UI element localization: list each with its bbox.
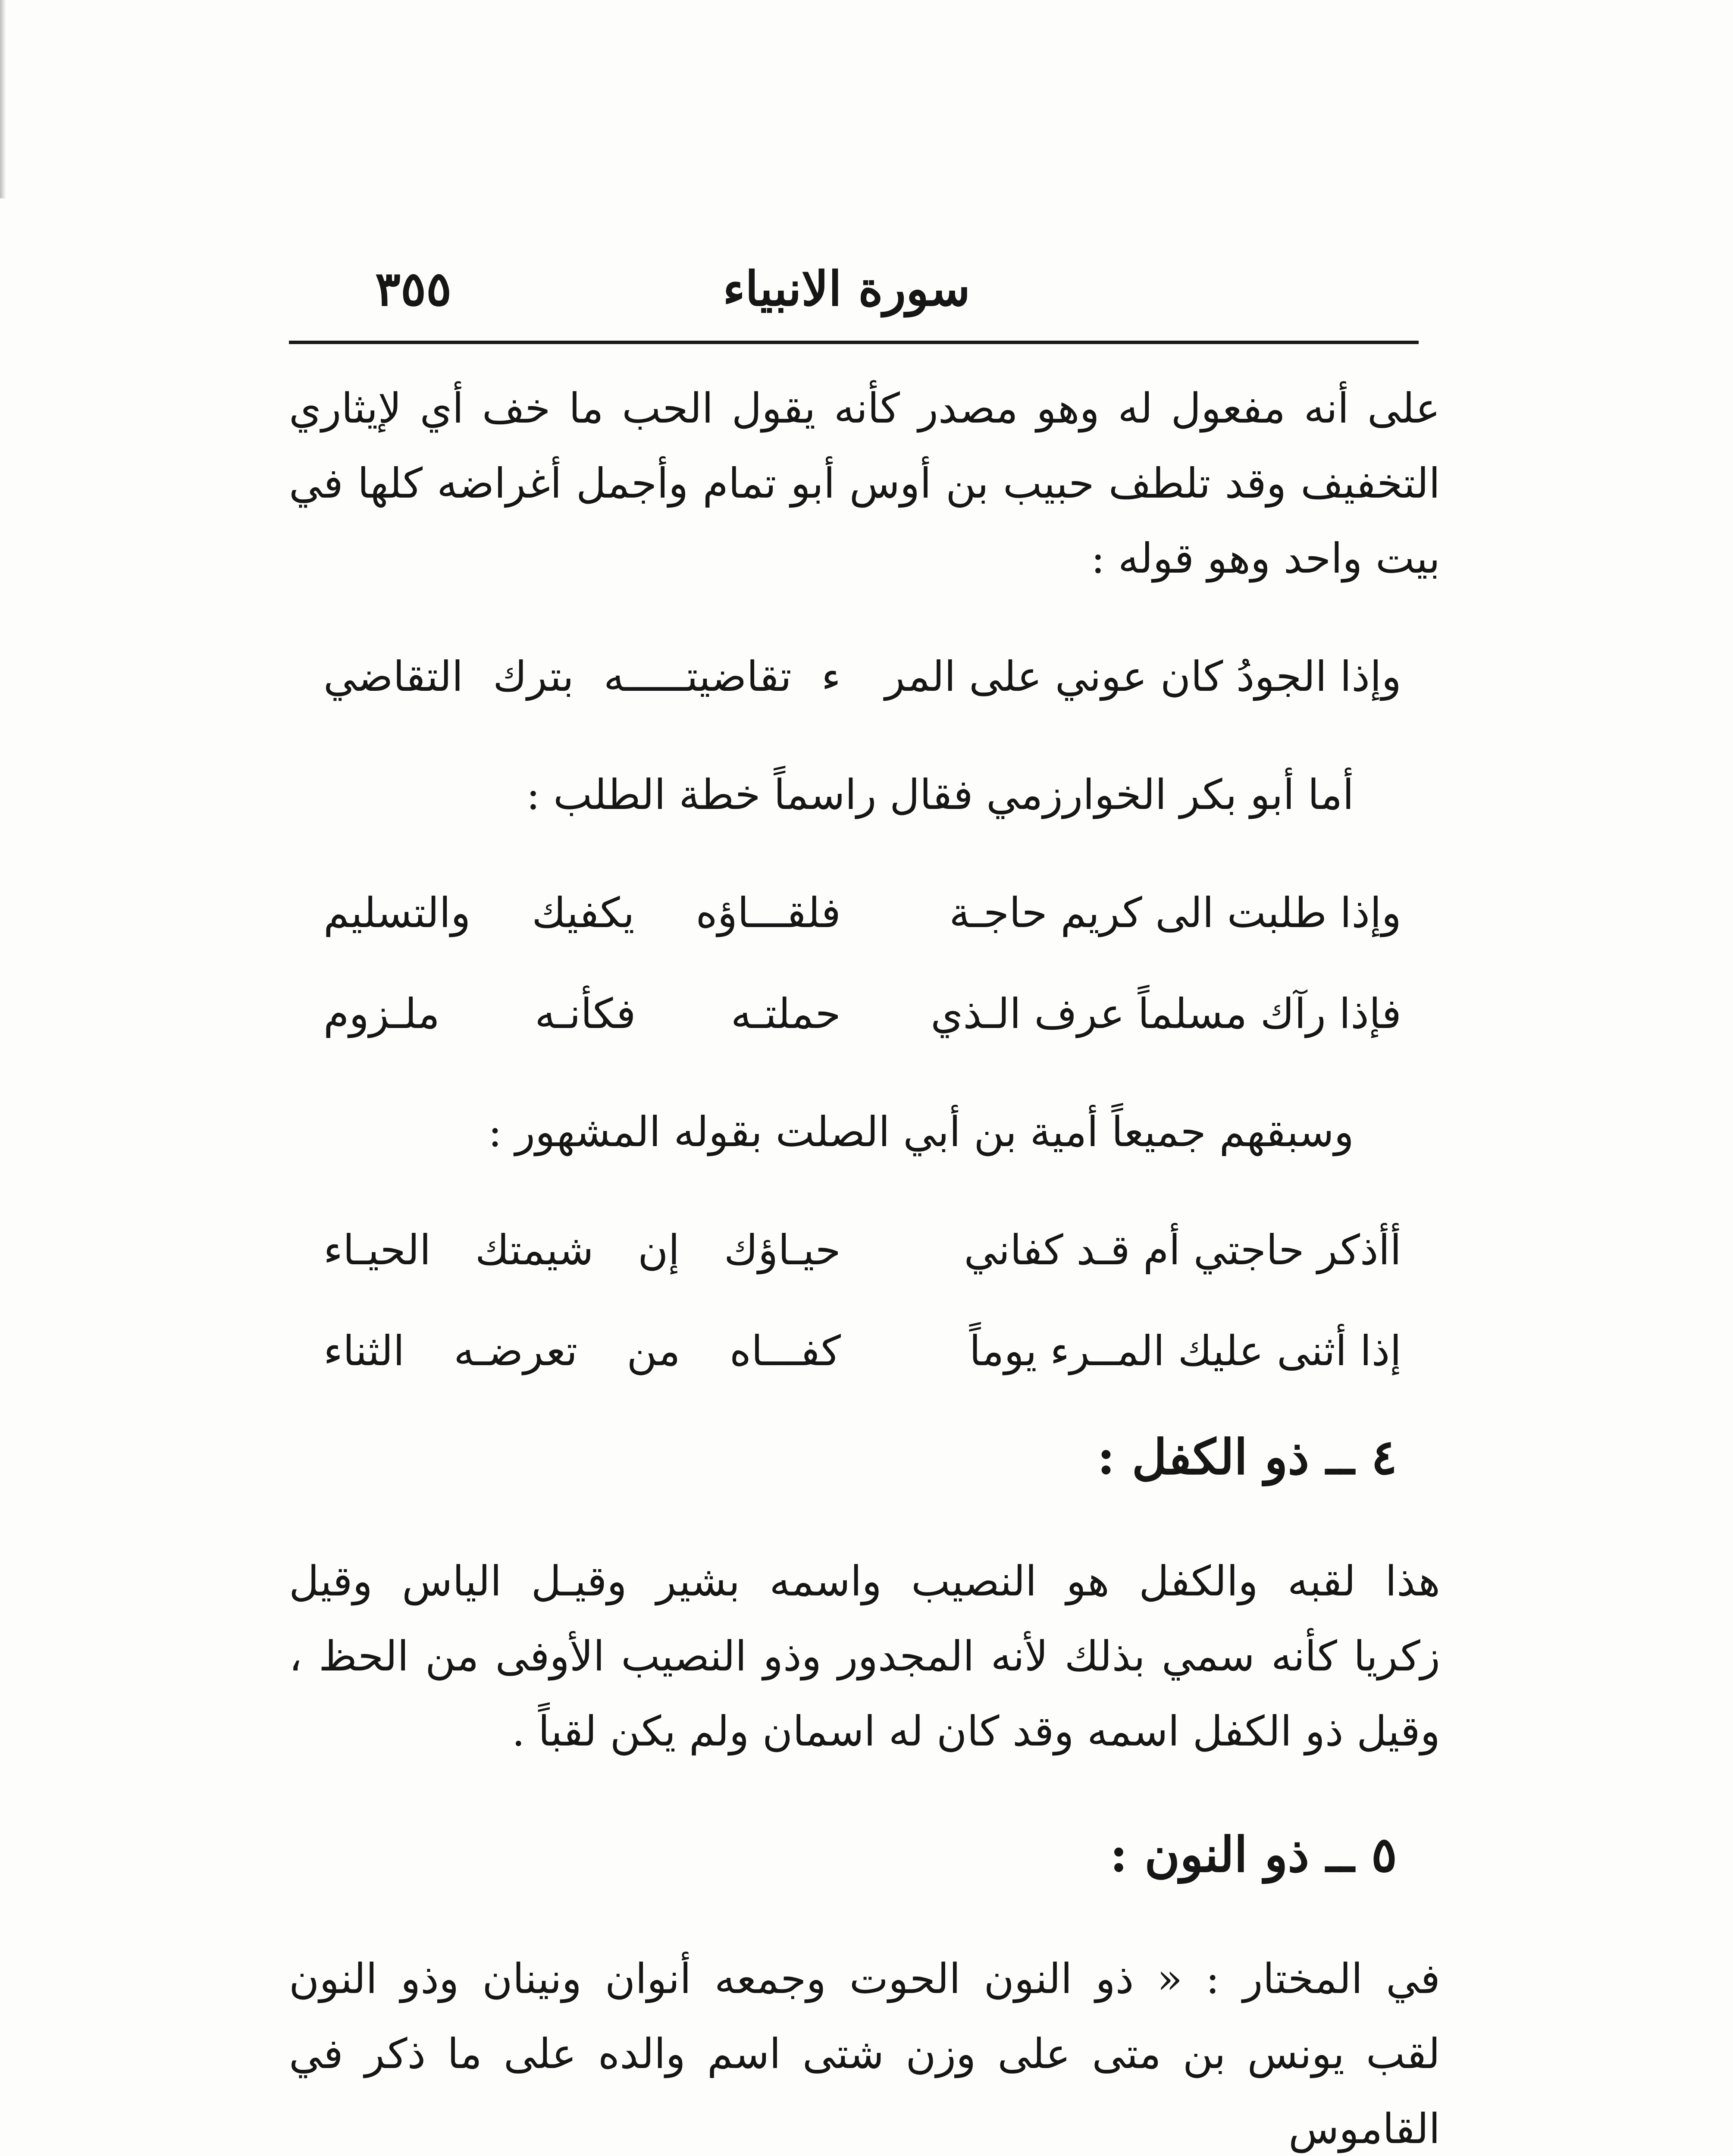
verse-second-hemistich: كفـــاه من تعرضـه الثناء bbox=[323, 1327, 841, 1375]
page-header bbox=[289, 259, 1419, 319]
page-content bbox=[289, 371, 1440, 2156]
verse-second-hemistich: فلقـــاؤه يكفيك والتسليم bbox=[323, 889, 841, 937]
paragraph-2 bbox=[289, 1544, 1440, 1769]
verse-line bbox=[289, 1313, 1440, 1388]
page-number: ٣٥٥ bbox=[375, 261, 452, 317]
verse-line bbox=[289, 875, 1440, 950]
verse-second-hemistich: حملتـه فكأنـه ملـزوم bbox=[323, 990, 841, 1038]
text-line: هذا لقبه والكفل هو النصيب واسمه بشير وقيـل الياس وقيل bbox=[289, 1557, 1440, 1605]
scan-edge-shadow bbox=[0, 0, 6, 198]
header-rule bbox=[289, 341, 1419, 344]
text-line: وقيل ذو الكفل اسمه وقد كان له اسمان ولم يكن لقباً . bbox=[511, 1707, 1440, 1755]
paragraph-1 bbox=[289, 371, 1440, 596]
verse-first-hemistich: أأذكر حاجتي أم قـد كفاني bbox=[964, 1226, 1401, 1274]
verse-line bbox=[289, 1213, 1440, 1288]
section-heading: ٤ ــ ذو الكفل : bbox=[1097, 1429, 1397, 1485]
text-line: في المختار : « ذو النون الحوت وجمعه أنوان ونينان وذو النون bbox=[289, 1955, 1440, 2003]
section-heading: ٥ ــ ذو النون : bbox=[1109, 1827, 1397, 1883]
text-line: على أنه مفعول له وهو مصدر كأنه يقول الحب ما خف أي لإيثاري bbox=[289, 384, 1440, 432]
verse-line bbox=[289, 639, 1440, 714]
verse-line bbox=[289, 976, 1440, 1051]
verse-introduction: وسبقهم جميعاً أمية بن أبي الصلت بقوله المشهور : bbox=[488, 1108, 1354, 1156]
verse-introduction: أما أبو بكر الخوارزمي فقال راسماً خطة الطلب : bbox=[526, 771, 1354, 819]
verse-first-hemistich: إذا أثنى عليك المــرء يوماً bbox=[969, 1327, 1401, 1375]
verse-second-hemistich: حيـاؤك إن شيمتك الحيـاء bbox=[323, 1226, 841, 1274]
verse-first-hemistich: وإذا طلبت الى كريم حاجـة bbox=[949, 889, 1401, 937]
text-line: التخفيف وقد تلطف حبيب بن أوس أبو تمام وأجمل أغراضه كلها في bbox=[289, 459, 1440, 508]
text-line: بيت واحد وهو قوله : bbox=[1091, 534, 1440, 583]
paragraph-3 bbox=[289, 1941, 1440, 2156]
running-title: سورة الانبياء bbox=[723, 261, 970, 317]
text-line: زكريا كأنه سمي بذلك لأنه المجدور وذو النصيب الأوفى من الحظ ، bbox=[289, 1632, 1440, 1680]
verse-second-hemistich: ء تقاضيتـــــه بترك التقاضي bbox=[323, 652, 841, 701]
verse-first-hemistich: وإذا الجودُ كان عوني على المر bbox=[885, 652, 1401, 701]
text-line: لقب يونس بن متى على وزن شتى اسم والده على ما ذكر في القاموس bbox=[289, 2030, 1440, 2153]
verse-first-hemistich: فإذا رآك مسلماً عرف الـذي bbox=[931, 990, 1401, 1038]
